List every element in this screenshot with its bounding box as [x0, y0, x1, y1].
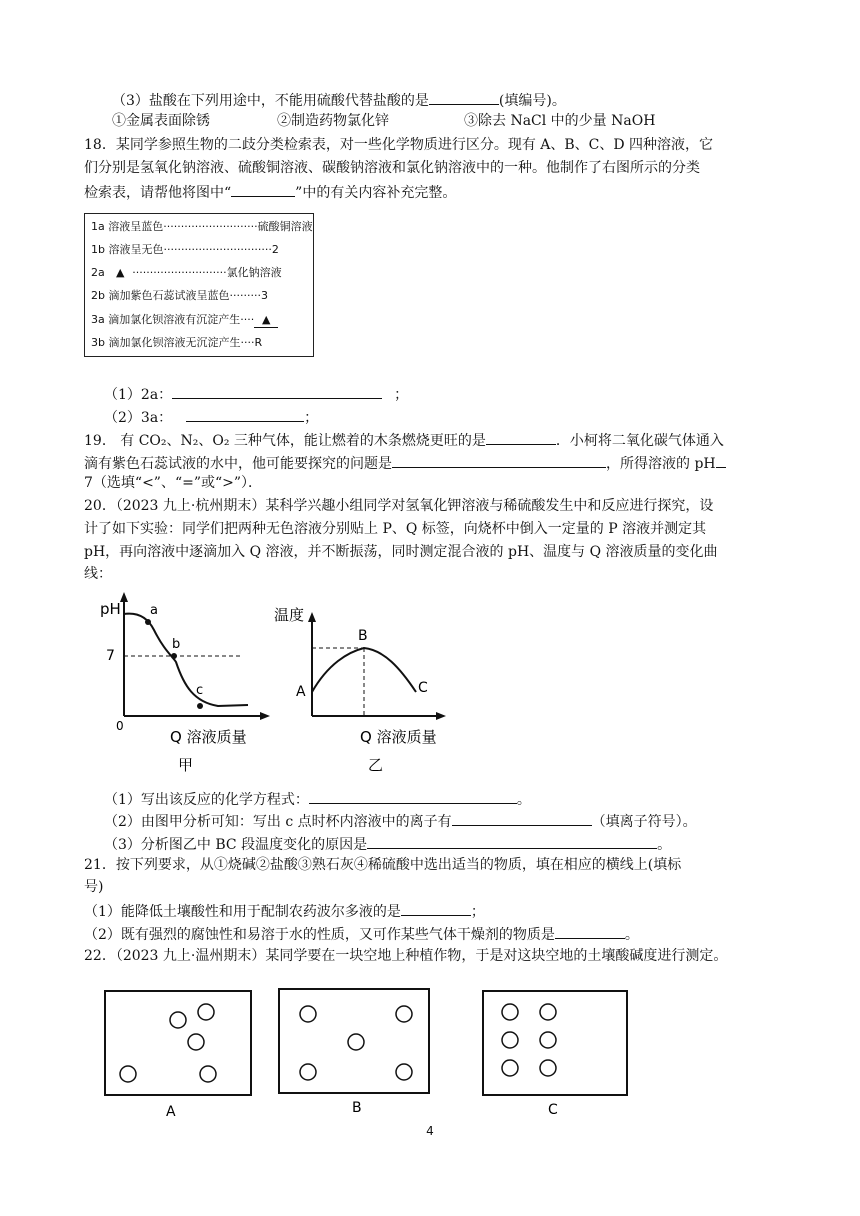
key-leader: ········· [229, 289, 261, 302]
point-c [197, 703, 203, 709]
x-axis-label: Q 溶液质量 [360, 728, 437, 746]
chart-yi [272, 590, 462, 790]
point-A-label: A [296, 684, 306, 700]
q21-line-2: 号) [84, 879, 104, 895]
placeholder-blank [231, 182, 295, 197]
x-axis-label: Q 溶液质量 [170, 728, 247, 746]
key-row-1a [91, 220, 313, 234]
y-axis-arrow-icon [308, 612, 316, 622]
sample-point [120, 1066, 136, 1082]
q17-option-1: ①金属表面除锈 [112, 113, 210, 129]
sampling-diagram-b [278, 988, 438, 1118]
sample-point [200, 1066, 216, 1082]
q17-option-2: ②制造药物氯化锌 [277, 113, 389, 129]
point-C-label: C [418, 680, 428, 696]
point-b-label: b [172, 637, 181, 652]
answer-blank[interactable] [716, 453, 726, 468]
key-row-1b [91, 243, 279, 257]
key-row-3b [91, 336, 262, 350]
ph-curve [124, 614, 248, 706]
q20-part-2-end: （填离子符号）。 [591, 814, 697, 830]
ref-tick-label: 7 [106, 648, 115, 664]
diagram-label: C [548, 1102, 558, 1118]
sample-point [396, 1064, 412, 1080]
q18-answer-2-end: ； [304, 410, 319, 426]
classification-key-table [84, 213, 314, 357]
origin-label: 0 [116, 719, 124, 733]
answer-blank[interactable] [186, 407, 304, 422]
answer-blank[interactable] [429, 90, 499, 105]
key-condition: 2b 滴加紫色石蕊试液呈蓝色 [91, 289, 230, 302]
triangle-marker-icon: ▲ [254, 313, 278, 328]
x-axis-arrow-icon [260, 712, 270, 720]
key-row-2a [91, 266, 282, 280]
answer-blank[interactable] [172, 384, 382, 399]
point-b [171, 653, 177, 659]
q19-line-2b: ，所得溶液的 pH [606, 456, 716, 472]
key-row-3a [91, 313, 278, 328]
q17-part3 [112, 90, 566, 110]
key-condition: 3b 滴加氯化钡溶液无沉淀产生 [91, 336, 241, 349]
sample-point [502, 1060, 518, 1076]
q18-answer-1 [104, 384, 408, 404]
plot-border [105, 991, 251, 1095]
q20-part-3-end: 。 [657, 837, 672, 853]
page-number: 4 [426, 1124, 434, 1138]
q20-part-2-text: （2）由图甲分析可知：写出 c 点时杯内溶液中的离子有 [104, 814, 452, 830]
q21-part-2-text: （2）既有强烈的腐蚀性和易溶于水的性质，又可作某些气体干燥剂的物质是 [84, 927, 555, 943]
key-condition: 1a 溶液呈蓝色 [91, 220, 164, 233]
q18-line-1: 18．某同学参照生物的二歧分类检索表，对一些化学物质进行区分。现有 A、B、C、D 四种溶液，它 [84, 137, 714, 153]
diagram-label: A [166, 1104, 176, 1120]
x-axis-arrow-icon [436, 712, 446, 720]
q17-part3-text: （3）盐酸在下列用途中，不能用硫酸代替盐酸的是 [112, 93, 429, 109]
chart-jia [98, 590, 278, 790]
key-condition: 3a 滴加氯化钡溶液有沉淀产生 [91, 313, 241, 326]
answer-blank[interactable] [452, 811, 592, 826]
key-result: 2 [271, 243, 279, 256]
point-B-label: B [358, 628, 368, 644]
q19-line-1 [84, 430, 724, 450]
q18-answer-1-end: ； [394, 387, 409, 403]
q18-line-3b: ”中的有关内容补充完整。 [295, 185, 457, 201]
diagram-label: B [352, 1100, 362, 1116]
answer-blank[interactable] [367, 834, 657, 849]
sample-point [170, 1012, 186, 1028]
q21-part-1-text: （1）能降低土壤酸性和用于配制农药波尔多液的是 [84, 904, 401, 920]
key-row-2b [91, 289, 268, 303]
triangle-marker-icon: ▲ [116, 266, 125, 279]
q20-line-4: 线： [84, 566, 112, 582]
answer-blank[interactable] [392, 453, 606, 468]
answer-blank[interactable] [486, 430, 556, 445]
key-leader: ···· [240, 313, 255, 326]
q19-line-3: 7（选填“<”、“=”或“>”）． [84, 475, 263, 491]
q19-line-1a: 19． 有 CO₂、N₂、O₂ 三种气体，能让燃着的木条燃烧更旺的是 [84, 433, 486, 449]
q17-options [112, 112, 656, 130]
sample-point [540, 1032, 556, 1048]
q20-part-1 [104, 789, 531, 809]
sample-point [348, 1034, 364, 1050]
q20-part-3 [104, 834, 671, 854]
key-condition: 2a [91, 266, 105, 279]
key-result: 3 [260, 289, 268, 302]
key-result: R [254, 336, 263, 349]
q22-line-1: 22．（2023 九上·温州期末）某同学要在一块空地上种植作物，于是对这块空地的土壤酸碱度进行测定。 [84, 948, 728, 964]
sampling-diagram-c [482, 990, 632, 1120]
sampling-diagram-a [104, 990, 264, 1120]
sample-point [300, 1006, 316, 1022]
q19-line-2a: 滴有紫色石蕊试液的水中，他可能要探究的问题是 [84, 456, 392, 472]
q19-line-1b: ．小柯将二氧化碳气体通入 [555, 433, 724, 449]
q17-option-3: ③除去 NaCl 中的少量 NaOH [464, 113, 656, 129]
point-a [145, 619, 151, 625]
sample-point [502, 1032, 518, 1048]
chart-caption: 乙 [368, 756, 384, 774]
q20-line-3: pH，再向溶液中逐滴加入 Q 溶液，并不断振荡，同时测定混合液的 pH、温度与 Q 溶液质量的变化曲 [84, 544, 718, 560]
key-result: 氯化钠溶液 [226, 266, 282, 279]
answer-blank[interactable] [401, 901, 471, 916]
y-axis-label: 温度 [274, 606, 305, 624]
sample-point [396, 1006, 412, 1022]
sample-point [300, 1064, 316, 1080]
q20-line-1: 20．（2023 九上·杭州期末）某科学兴趣小组同学对氢氧化钾溶液与稀硫酸发生中和反应进行探究，设 [84, 498, 714, 514]
q20-part-1-end: 。 [516, 792, 531, 808]
q18-line-2: 们分别是氢氧化钠溶液、硫酸铜溶液、碳酸钠溶液和氯化钠溶液中的一种。他制作了右图所示的分类 [84, 160, 700, 176]
q18-answer-2 [104, 407, 318, 427]
q20-line-2: 计了如下实验：同学们把两种无色溶液分别贴上 P、Q 标签，向烧杯中倒入一定量的 P 溶液并测定其 [84, 521, 707, 537]
point-a-label: a [150, 603, 158, 618]
sample-point [502, 1004, 518, 1020]
q18-answer-1-label: （1）2a： [104, 387, 173, 403]
key-leader: ···· [240, 336, 255, 349]
q21-part-1-end: ； [470, 904, 485, 920]
key-leader: ··························· [132, 266, 227, 279]
q18-answer-2-label: （2）3a： [104, 410, 173, 426]
q21-part-2 [84, 924, 639, 944]
q21-part-2-end: 。 [624, 927, 639, 943]
answer-blank[interactable] [309, 789, 517, 804]
q17-part3-suffix: (填编号)。 [498, 93, 566, 109]
q18-line-3 [84, 182, 456, 202]
sample-point [540, 1004, 556, 1020]
q18-line-3a: 检索表，请帮他将图中“ [84, 185, 232, 201]
q21-line-1: 21．按下列要求，从①烧碱②盐酸③熟石灰④稀硫酸中选出适当的物质，填在相应的横线上(填标 [84, 857, 682, 873]
answer-blank[interactable] [555, 924, 625, 939]
q20-part-1-text: （1）写出该反应的化学方程式： [104, 792, 309, 808]
q20-part-3-text: （3）分析图乙中 BC 段温度变化的原因是 [104, 837, 368, 853]
key-leader: ······························· [163, 243, 272, 256]
sample-point [198, 1004, 214, 1020]
chart-caption: 甲 [178, 756, 194, 774]
q19-line-2 [84, 453, 726, 473]
q20-part-2 [104, 811, 697, 831]
key-leader: ··························· [163, 220, 258, 233]
y-axis-arrow-icon [120, 592, 128, 602]
q21-part-1 [84, 901, 485, 921]
y-axis-label: pH [100, 600, 121, 618]
key-result: 硫酸铜溶液 [257, 220, 313, 233]
sample-point [188, 1034, 204, 1050]
sample-point [540, 1060, 556, 1076]
point-c-label: c [196, 683, 204, 698]
key-condition: 1b 溶液呈无色 [91, 243, 164, 256]
